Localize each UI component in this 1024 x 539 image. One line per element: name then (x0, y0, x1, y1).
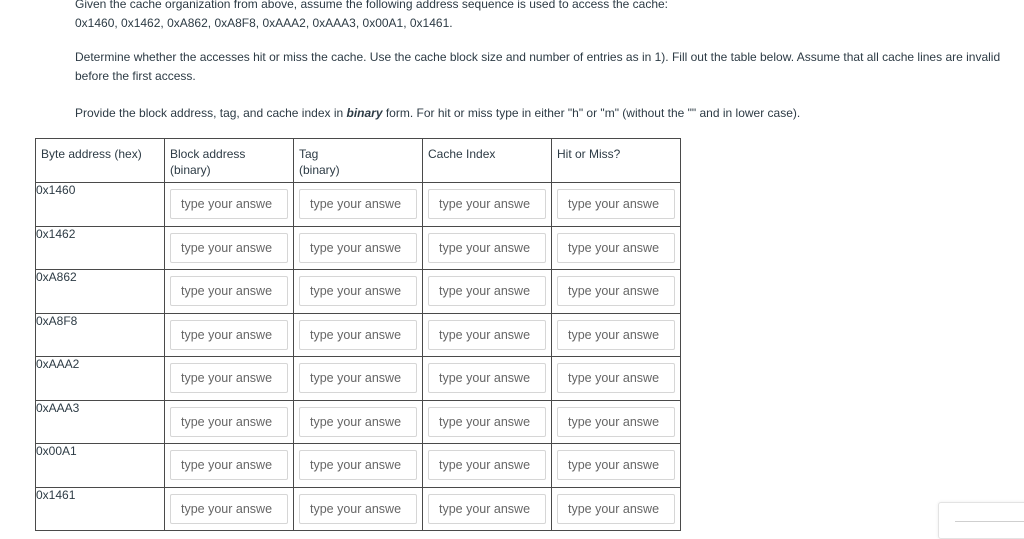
instructions-para2-line1: Determine whether the accesses hit or miss the cache. Use the cache block size and number of entries as in 1). Fill out the table below. Assume that all cache lines are invalid (75, 50, 1001, 64)
table-row (36, 444, 681, 488)
cache-index-input[interactable] (428, 233, 546, 263)
instructions-para3-pre: Provide the block address, tag, and cache index in (75, 106, 347, 120)
hit-or-miss-input[interactable] (557, 407, 675, 437)
byte-address-cell: 0x00A1 (36, 444, 165, 488)
block-address-input[interactable] (170, 233, 288, 263)
byte-address-cell: 0x1462 (36, 226, 165, 270)
table-row (36, 487, 681, 531)
header-byte-address (36, 139, 165, 183)
instructions-paragraph-1 (75, 0, 668, 33)
instructions-para3-post: form. For hit or miss type in either "h" or "m" (without the "" and in lower case). (382, 106, 801, 120)
table-row (36, 270, 681, 314)
tag-input[interactable] (299, 363, 417, 393)
cache-access-table (35, 138, 681, 531)
hit-or-miss-input[interactable] (557, 494, 675, 524)
hit-or-miss-input[interactable] (557, 363, 675, 393)
tag-input[interactable] (299, 189, 417, 219)
header-byte-address-label: Byte address (hex) (41, 147, 142, 161)
tag-input[interactable] (299, 233, 417, 263)
cache-index-input[interactable] (428, 494, 546, 524)
block-address-input[interactable] (170, 494, 288, 524)
header-block-address-sub: (binary) (170, 163, 211, 177)
cache-index-input[interactable] (428, 363, 546, 393)
cache-index-input[interactable] (428, 450, 546, 480)
corner-input-widget[interactable] (938, 502, 1024, 539)
table-row (36, 400, 681, 444)
header-hit-or-miss-label: Hit or Miss? (557, 147, 621, 161)
cache-index-input[interactable] (428, 276, 546, 306)
cache-index-input[interactable] (428, 407, 546, 437)
hit-or-miss-input[interactable] (557, 189, 675, 219)
table-row (36, 183, 681, 227)
tag-input[interactable] (299, 450, 417, 480)
byte-address-cell: 0xAAA2 (36, 357, 165, 401)
byte-address-cell: 0xA8F8 (36, 313, 165, 357)
header-cache-index (423, 139, 552, 183)
block-address-input[interactable] (170, 363, 288, 393)
tag-input[interactable] (299, 407, 417, 437)
byte-address-cell: 0xA862 (36, 270, 165, 314)
header-cache-index-label: Cache Index (428, 147, 496, 161)
header-block-address-label: Block address (170, 147, 246, 161)
hit-or-miss-input[interactable] (557, 276, 675, 306)
hit-or-miss-input[interactable] (557, 233, 675, 263)
hit-or-miss-input[interactable] (557, 450, 675, 480)
instructions-para2-line2: before the first access. (75, 69, 196, 83)
table-row (36, 226, 681, 270)
byte-address-cell: 0xAAA3 (36, 400, 165, 444)
header-tag-label: Tag (299, 147, 319, 161)
byte-address-cell: 0x1460 (36, 183, 165, 227)
corner-widget-divider (955, 521, 1024, 522)
cache-index-input[interactable] (428, 320, 546, 350)
tag-input[interactable] (299, 494, 417, 524)
block-address-input[interactable] (170, 407, 288, 437)
table-row (36, 313, 681, 357)
cache-index-input[interactable] (428, 189, 546, 219)
hit-or-miss-input[interactable] (557, 320, 675, 350)
header-tag-sub: (binary) (299, 163, 340, 177)
instructions-paragraph-2 (75, 48, 1020, 86)
instructions-line-1: Given the cache organization from above, assume the following address sequence is used to access the cache: (75, 0, 669, 11)
binary-emphasis: binary (346, 106, 383, 120)
block-address-input[interactable] (170, 450, 288, 480)
block-address-input[interactable] (170, 189, 288, 219)
table-header-row (36, 139, 681, 183)
byte-address-cell: 0x1461 (36, 487, 165, 531)
block-address-input[interactable] (170, 320, 288, 350)
tag-input[interactable] (299, 276, 417, 306)
tag-input[interactable] (299, 320, 417, 350)
table-row (36, 357, 681, 401)
header-block-address (165, 139, 294, 183)
address-sequence: 0x1460, 0x1462, 0xA862, 0xA8F8, 0xAAA2, 0xAAA3, 0x00A1, 0x1461. (75, 16, 453, 30)
block-address-input[interactable] (170, 276, 288, 306)
header-tag (294, 139, 423, 183)
instructions-paragraph-3 (75, 104, 800, 123)
header-hit-or-miss (552, 139, 681, 183)
